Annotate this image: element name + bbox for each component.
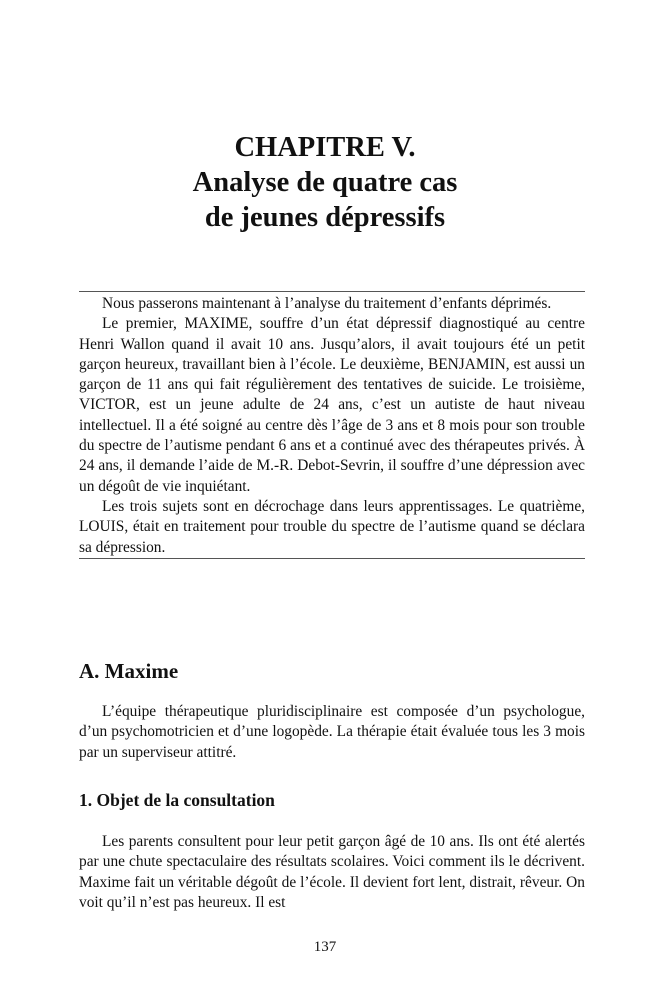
- intro-paragraph-2: Le premier, MAXIME, souffre d’un état dépressif diagnostiqué au centre Henri Wallon quand il avait 10 ans. Jusqu’alors, il avait toujours été un petit garçon heureux, travaillant bien à l’école. Le deuxième, BENJAMIN, est aussi un garçon de 11 ans qui fait régulièrement des tentatives de suicide. Le troisième, VICTOR, est un jeune adulte de 24 ans, c’est un autiste de haut niveau intellectuel. Il a été soigné au centre dès l’âge de 3 ans et 8 mois pour son trouble du spectre de l’autisme pendant 6 ans et a continué avec des thérapeutes privés. À 24 ans, il demande l’aide de M.-R. Debot-Sevrin, il souffre d’une dépression avec un dégoût de vie inquiétant.: [79, 315, 585, 495]
- chapter-title: [0, 130, 650, 235]
- chapter-title-line-1: CHAPITRE V.: [234, 132, 416, 163]
- section-body: [79, 702, 585, 763]
- intro-paragraph-1: Nous passerons maintenant à l’analyse du traitement d’enfants déprimés.: [102, 295, 552, 312]
- chapter-title-line-2: Analyse de quatre cas: [192, 167, 458, 198]
- intro-paragraph-3: Les trois sujets sont en décrochage dans leurs apprentissages. Le quatrième, LOUIS, était en traitement pour trouble du spectre de l’autisme quand se déclara sa dépression.: [79, 497, 585, 556]
- subsection-paragraph-1: Les parents consultent pour leur petit garçon âgé de 10 ans. Ils ont été alertés par une chute spectaculaire des résultats scolaires. Voici comment ils le décrivent. Maxime fait un véritable dégoût de l’école. Il devient fort lent, distrait, rêveur. On voit qu’il n’est pas heureux. Il est: [79, 833, 585, 911]
- subsection-body: [79, 832, 585, 913]
- section-paragraph-1: L’équipe thérapeutique pluridisciplinaire est composée d’un psychologue, d’un psychomotricien et d’une logopède. La thérapie était évaluée tous les 3 mois par un superviseur attitré.: [79, 703, 585, 761]
- section-heading: A. Maxime: [79, 659, 179, 683]
- subsection-heading: 1. Objet de la consultation: [79, 790, 275, 810]
- chapter-intro-box: [79, 291, 585, 559]
- page-number: 137: [313, 939, 337, 955]
- chapter-title-line-3: de jeunes dépressifs: [204, 202, 446, 233]
